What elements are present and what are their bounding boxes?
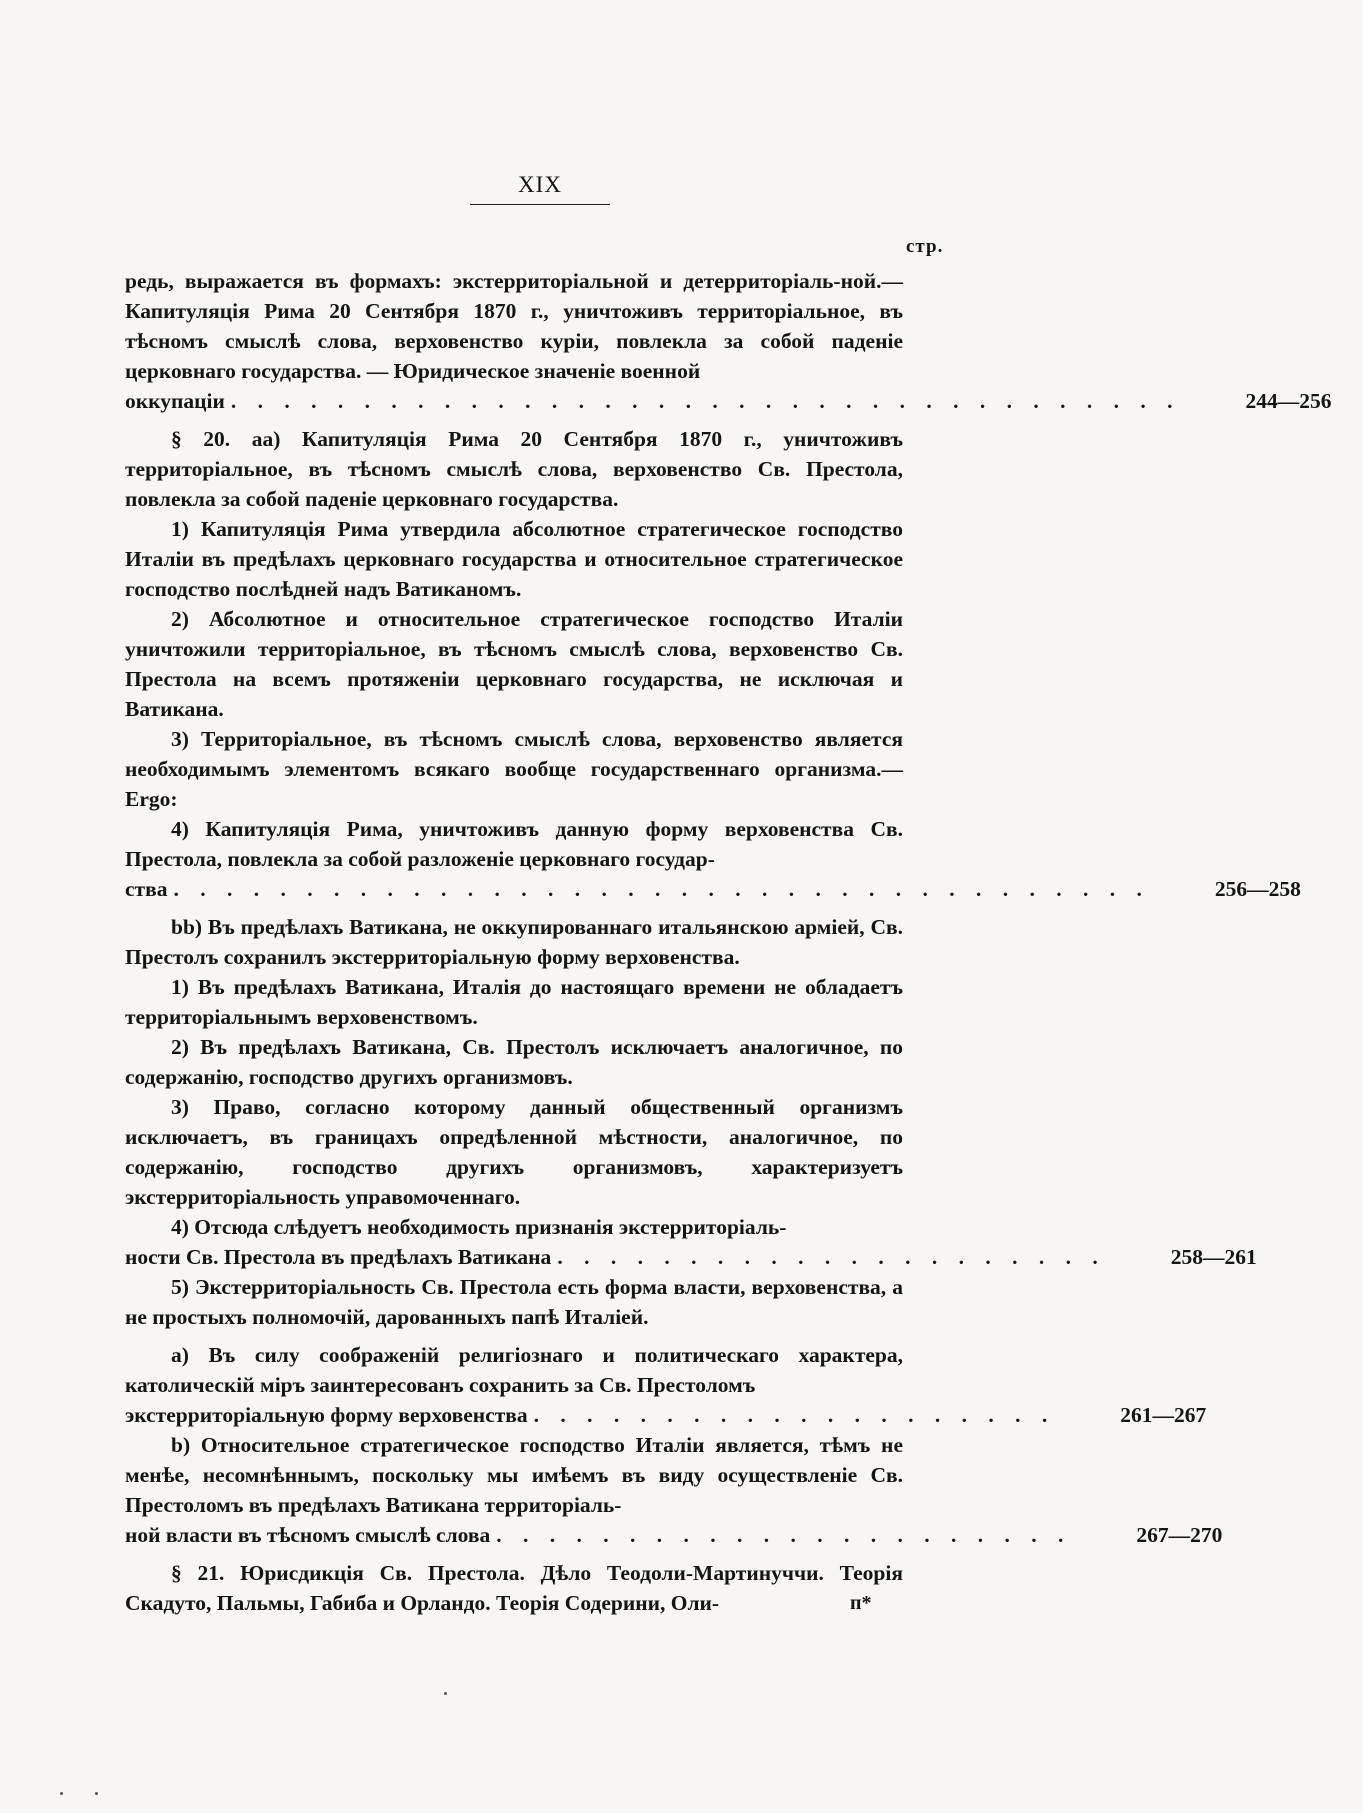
- toc-entry-line: [125, 874, 1301, 904]
- paragraph-text: редь, выражается въ формахъ: экстерриторіальной и детерриторіаль-ной.—Капитуляція Рима 20 Сентября 1870 г., уничтоживъ территоріальное, въ тѣсномъ смыслѣ слова, верховенство куріи, повлекла за собой паденіе церковнаго государства. — Юридическое значеніе военной: [125, 269, 903, 383]
- catchword: п*: [850, 1592, 872, 1614]
- print-speck: [444, 1692, 447, 1695]
- toc-item: 2) Абсолютное и относительное стратегическое господство Италіи уничтожили территоріальное, въ тѣсномъ смыслѣ слова, верховенство Св. Престола на всемъ протяженіи церковнаго государства, не исключая и Ватикана.: [125, 607, 903, 721]
- leader-dots: . . . . . . . . . . . . . . . . . . . . .: [557, 1245, 1106, 1269]
- entry-last-line: ства: [125, 877, 168, 901]
- leader-dots: . . . . . . . . . . . . . . . . . . . .: [533, 1403, 1056, 1427]
- entry-last-line: ной власти въ тѣсномъ смыслѣ слова: [125, 1523, 491, 1547]
- toc-item: a) Въ силу соображеній религіознаго и политическаго характера, католическій міръ заинтересованъ сохранить за Св. Престоломъ: [125, 1343, 903, 1397]
- toc-item: 1) Капитуляція Рима утвердила абсолютное стратегическое господство Италіи въ предѣлахъ церковнаго государства и относительное стратегическое господство послѣдней надъ Ватиканомъ.: [125, 517, 903, 601]
- table-of-contents-text: [125, 266, 1332, 1618]
- page-range: 244—256: [1245, 389, 1332, 413]
- page-range: 261—267: [1120, 1403, 1207, 1427]
- toc-item: 5) Экстерриторіальность Св. Престола есть форма власти, верховенства, а не простыхъ полномочій, дарованныхъ папѣ Италіей.: [125, 1275, 903, 1329]
- entry-last-line: экстерриторіальную форму верховенства: [125, 1403, 528, 1427]
- header-rule: [470, 204, 610, 205]
- section-heading-21: § 21. Юрисдикція Св. Престола. Дѣло Теодоли-Мартинуччи. Теорія Скадуто, Пальмы, Габиба и Орландо. Теорія Содерини, Оли-: [125, 1561, 903, 1615]
- page-number-roman: XIX: [518, 172, 562, 197]
- leader-dots: . . . . . . . . . . . . . . . . . . . . . . . . . . . . . . . . . . . .: [230, 389, 1181, 413]
- page-range: 267—270: [1136, 1523, 1223, 1547]
- toc-item: 3) Территоріальное, въ тѣсномъ смыслѣ слова, верховенство является необходимымъ элементомъ всякаго вообще государственнаго организма.—Ergo:: [125, 727, 903, 811]
- entry-last-line: ности Св. Престола въ предѣлахъ Ватикана: [125, 1245, 552, 1269]
- toc-paragraph: [125, 266, 903, 386]
- toc-entry-line: [125, 1520, 1223, 1550]
- toc-item: 4) Капитуляція Рима, уничтоживъ данную форму верховенства Св. Престола, повлекла за собой разложеніе церковнаго государ-: [125, 817, 903, 871]
- print-speck: [60, 1792, 63, 1795]
- toc-item: 3) Право, согласно которому данный общественный организмъ исключаетъ, въ границахъ опредѣленной мѣстности, аналогичное, по содержанію, господство другихъ организмовъ, характеризуетъ экстерриторіальность управомоченнаго.: [125, 1095, 903, 1209]
- toc-entry-line: [125, 1242, 1257, 1272]
- toc-entry-line: [125, 1400, 1207, 1430]
- toc-item: 2) Въ предѣлахъ Ватикана, Св. Престолъ исключаетъ аналогичное, по содержанію, господство другихъ организмовъ.: [125, 1035, 903, 1089]
- toc-item: 4) Отсюда слѣдуетъ необходимость признанія экстерриторіаль-: [171, 1215, 787, 1239]
- page-column-label: стр.: [906, 236, 944, 257]
- toc-item: 1) Въ предѣлахъ Ватикана, Италія до настоящаго времени не обладаетъ территоріальнымъ верховенствомъ.: [125, 975, 903, 1029]
- print-speck: [95, 1792, 98, 1795]
- leader-dots: . . . . . . . . . . . . . . . . . . . . . .: [496, 1523, 1072, 1547]
- toc-item: bb) Въ предѣлахъ Ватикана, не оккупированнаго итальянскою арміей, Св. Престолъ сохранилъ экстерриторіальную форму верховенства.: [125, 915, 903, 969]
- entry-last-line: оккупаціи: [125, 389, 225, 413]
- toc-item: b) Относительное стратегическое господство Италіи является, тѣмъ не менѣе, несомнѣннымъ, поскольку мы имѣемъ въ виду осуществленіе Св. Престоломъ въ предѣлахъ Ватикана территоріаль-: [125, 1433, 903, 1517]
- toc-entry-line: [125, 386, 1332, 416]
- page-range: 258—261: [1170, 1245, 1257, 1269]
- page-range: 256—258: [1214, 877, 1301, 901]
- leader-dots: . . . . . . . . . . . . . . . . . . . . . . . . . . . . . . . . . . . . .: [173, 877, 1150, 901]
- section-heading-20: § 20. аа) Капитуляція Рима 20 Сентября 1870 г., уничтоживъ территоріальное, въ тѣсномъ смыслѣ слова, верховенство Св. Престола, повлекла за собой паденіе церковнаго государства.: [125, 427, 903, 511]
